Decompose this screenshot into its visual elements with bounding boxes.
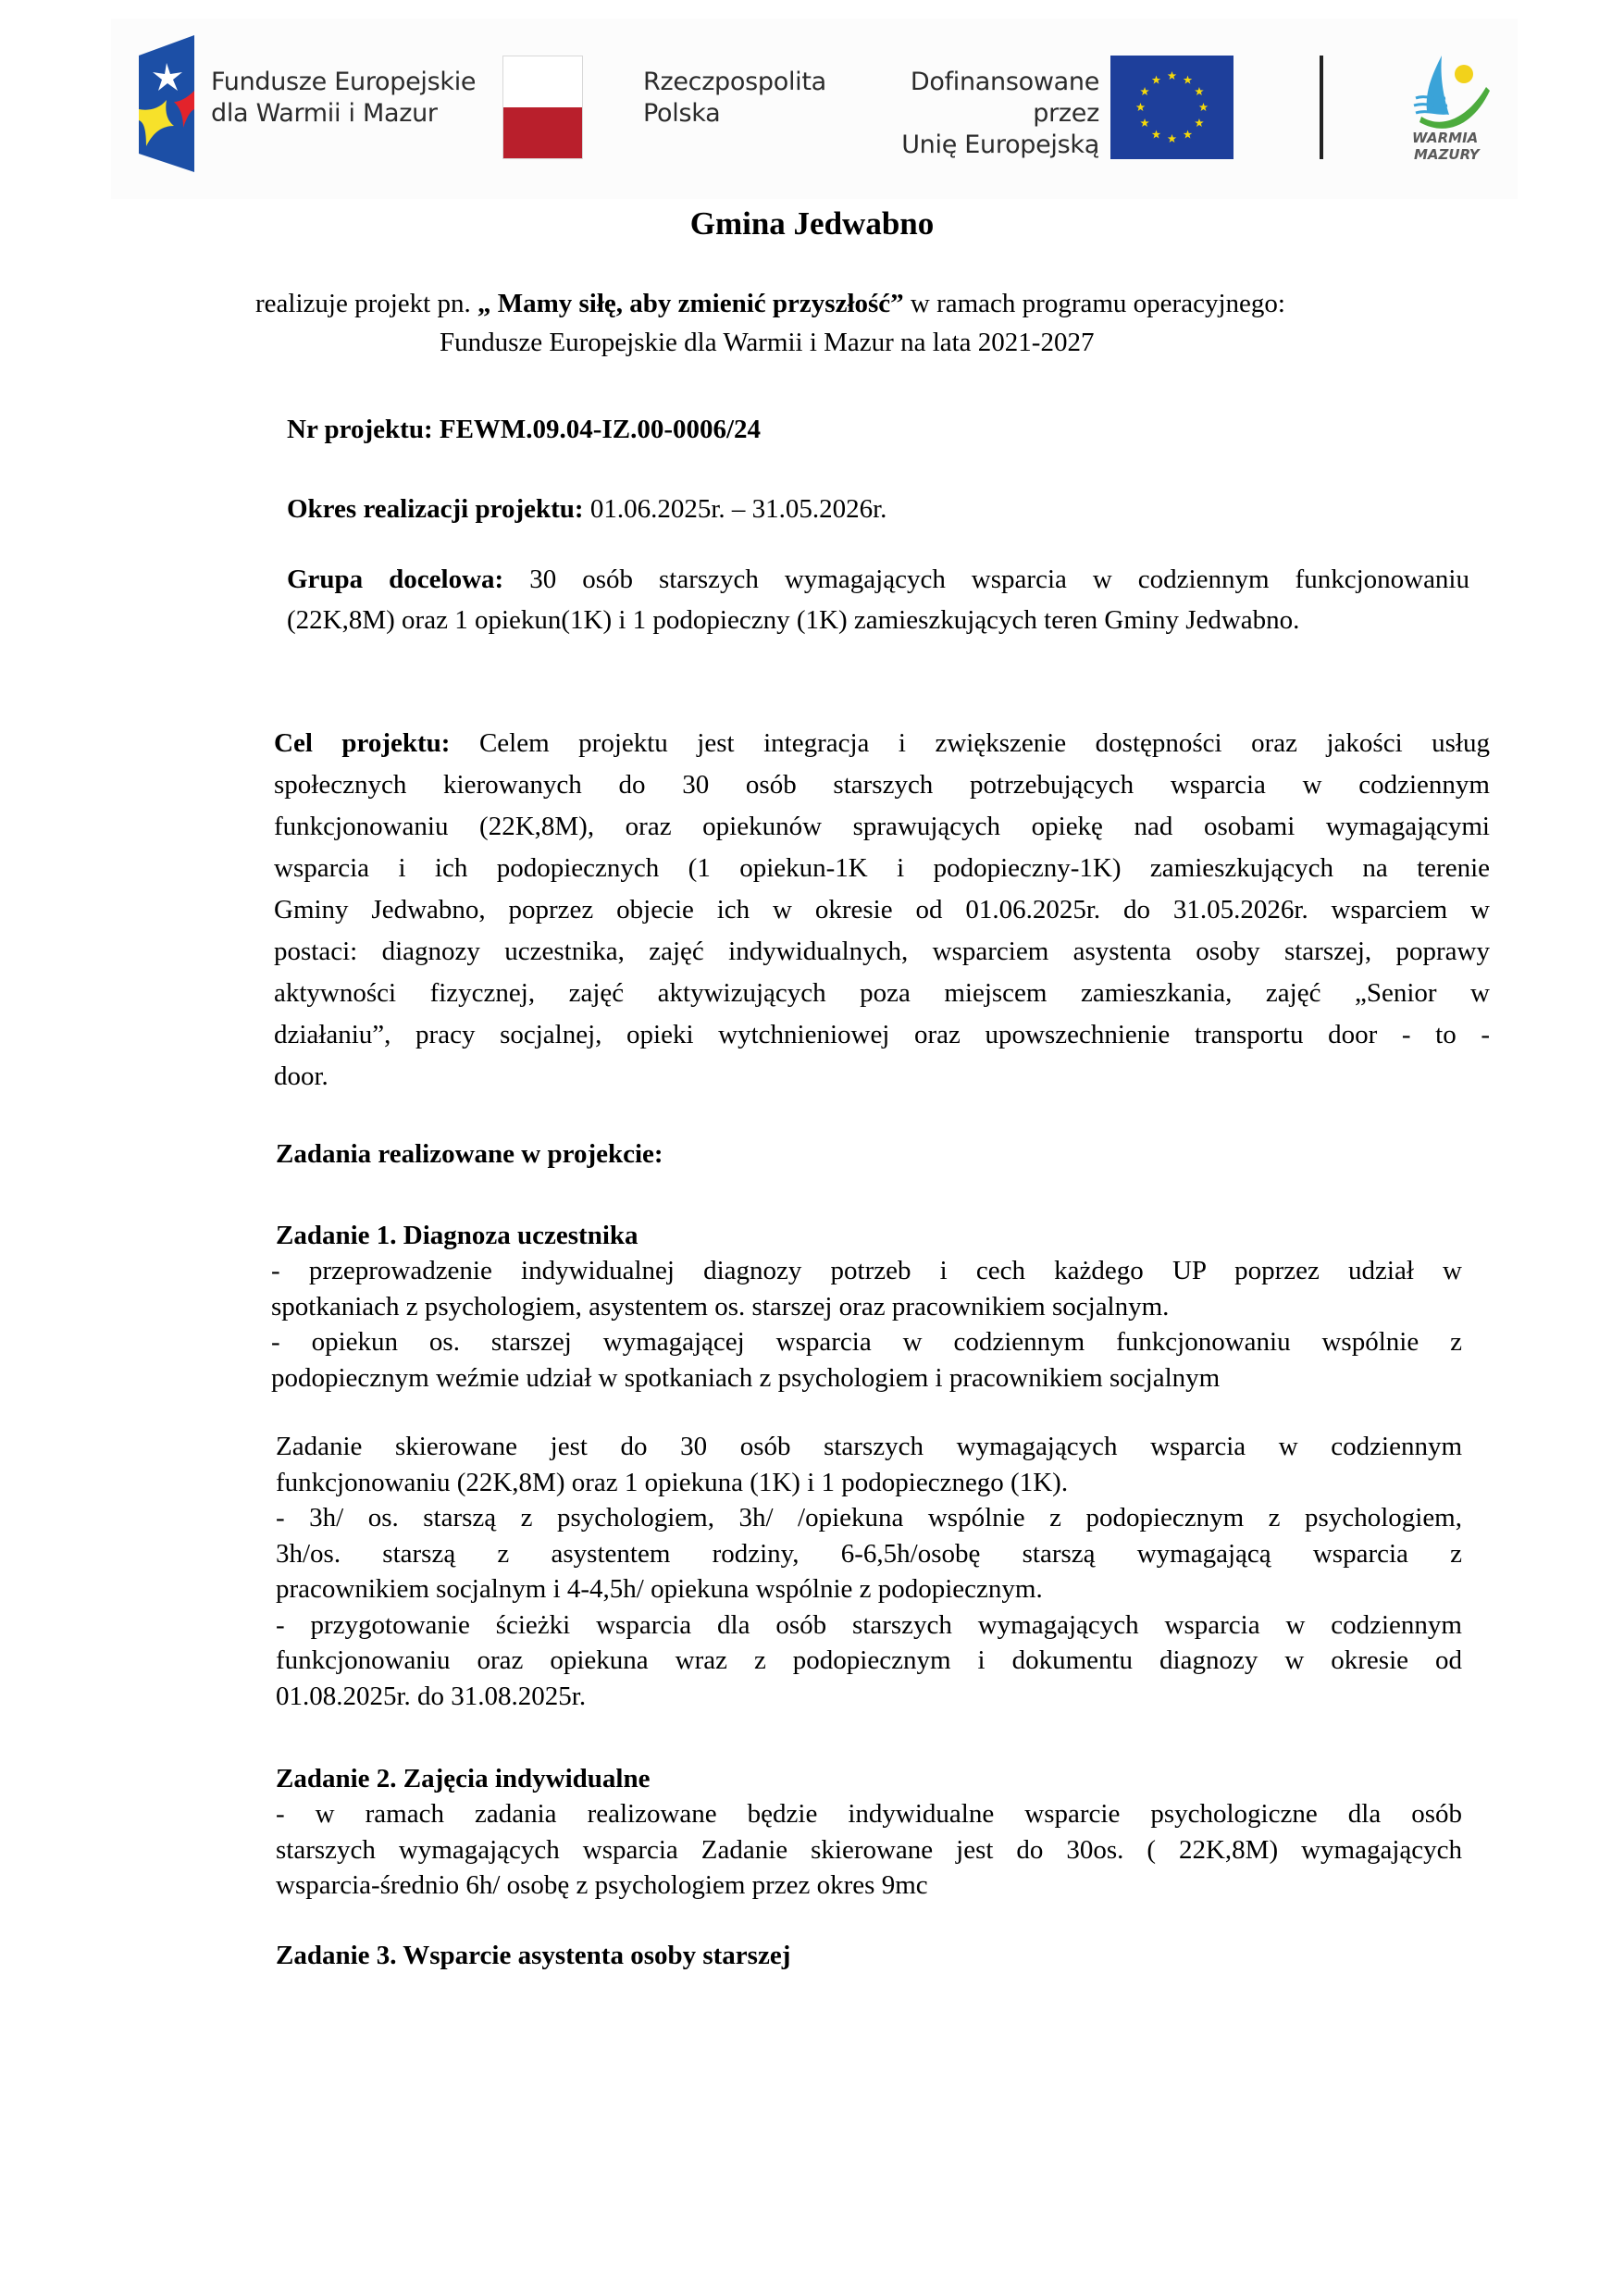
- eu-logo-line1: Dofinansowane przez: [910, 68, 1099, 128]
- rp-logo-line1: Rzeczpospolita: [643, 68, 826, 96]
- task3-heading: Zadanie 3. Wsparcie asystenta osoby starszej: [276, 1941, 791, 1970]
- wm-logo-line2: MAZURY: [1414, 146, 1480, 163]
- goal-line: wsparcia i ich podopiecznych (1 opiekun-1K i podopieczny-1K) zamieszkujących na terenie: [274, 853, 1490, 883]
- target-group-line1: [287, 563, 1469, 596]
- task1-line2: 01.08.2025r. do 31.08.2025r.: [276, 1681, 587, 1711]
- task1-line2: - przygotowanie ścieżki wsparcia dla osób starszych wymagających wsparcia w codziennym: [276, 1609, 1462, 1640]
- target-group-line2: (22K,8M) oraz 1 opiekun(1K) i 1 podopieczny (1K) zamieszkujących teren Gminy Jedwabno.: [287, 605, 1300, 635]
- intro-line2: Fundusze Europejskie dla Warmii i Mazur na lata 2021-2027: [440, 328, 1095, 357]
- goal-line: [274, 726, 1490, 760]
- task1-heading: Zadanie 1. Diagnoza uczestnika: [276, 1221, 638, 1250]
- task1-line: - przeprowadzenie indywidualnej diagnozy potrzeb i cech każdego UP poprzez udział w: [271, 1256, 1462, 1285]
- warmia-mazury-logo-icon: [1397, 54, 1499, 163]
- intro-line1: [255, 287, 1285, 320]
- eu-flag-icon: [1110, 56, 1233, 159]
- period-label: Okres realizacji projektu:: [287, 494, 590, 524]
- goal-line: door.: [274, 1061, 329, 1091]
- project-period: [287, 492, 886, 526]
- task1-line2: pracownikiem socjalnym i 4-4,5h/ opiekuna wspólnie z podopiecznym.: [276, 1574, 1043, 1604]
- goal-line: aktywności fizycznej, zajęć aktywizujących poza miejscem zamieszkania, zajęć „Senior w: [274, 978, 1490, 1008]
- task1-line2: 3h/os. starszą z asystentem rodziny, 6-6,5h/osobę starszą wymagającą wsparcia z: [276, 1538, 1462, 1569]
- goal-line: społecznych kierowanych do 30 osób starszych potrzebujących wsparcia w codziennym: [274, 770, 1490, 800]
- rp-logo-line2: Polska: [643, 99, 721, 128]
- task1-line2: funkcjonowaniu oraz opiekuna wraz z podopiecznym i dokumentu diagnozy w okresie od: [276, 1645, 1462, 1675]
- rp-logo-text: [643, 67, 826, 130]
- intro-prefix: realizuje projekt pn.: [255, 289, 477, 318]
- goal-line: funkcjonowaniu (22K,8M), oraz opiekunów sprawujących opiekę nad osobami wymagającymi: [274, 812, 1490, 841]
- project-number-label: Nr projektu:: [287, 415, 440, 444]
- task1-line: - opiekun os. starszej wymagającej wsparcia w codziennym funkcjonowaniu wspólnie z: [271, 1327, 1462, 1357]
- project-number-value: FEWM.09.04-IZ.00-0006/24: [439, 415, 762, 444]
- task1-line: spotkaniach z psychologiem, asystentem os. starszej oraz pracownikiem socjalnym.: [271, 1291, 1170, 1322]
- task1-line2: - 3h/ os. starszą z psychologiem, 3h/ /opiekuna wspólnie z podopiecznym z psychologiem,: [276, 1503, 1462, 1533]
- project-name: „ Mamy siłę, aby zmienić przyszłość”: [477, 289, 904, 318]
- task2-line: wsparcia-średnio 6h/ osobę z psychologiem przez okres 9mc: [276, 1870, 928, 1900]
- fe-logo-line2: dla Warmii i Mazur: [211, 99, 438, 128]
- goal-line-text: Celem projektu jest integracja i zwiększenie dostępności oraz jakości usług: [450, 728, 1490, 758]
- wm-logo-line1: WARMIA: [1412, 130, 1479, 146]
- tasks-heading: Zadania realizowane w projekcie:: [276, 1139, 663, 1169]
- intro-suffix: w ramach programu operacyjnego:: [903, 289, 1285, 318]
- period-value: 01.06.2025r. – 31.05.2026r.: [589, 494, 887, 524]
- polish-flag-icon: [502, 56, 583, 159]
- task1-line2: funkcjonowaniu (22K,8M) oraz 1 opiekuna (1K) i 1 podopiecznego (1K).: [276, 1467, 1069, 1497]
- fundusze-europejskie-logo-icon: [139, 35, 194, 172]
- fe-logo-text: [211, 67, 476, 130]
- target-group-label: Grupa docelowa:: [287, 565, 504, 594]
- task1-line: podopiecznym weźmie udział w spotkaniach z psychologiem i pracownikiem socjalnym: [271, 1362, 1221, 1393]
- eu-logo-line2: Unię Europejską: [901, 130, 1099, 159]
- eu-logo-text: [861, 67, 1099, 161]
- goal-line: Gminy Jedwabno, poprzez objecie ich w okresie od 01.06.2025r. do 31.05.2026r. wsparciem w: [274, 895, 1490, 925]
- goal-line-label: Cel projektu:: [274, 728, 451, 758]
- task1-line2: Zadanie skierowane jest do 30 osób starszych wymagających wsparcia w codziennym: [276, 1432, 1462, 1461]
- goal-line: postaci: diagnozy uczestnika, zajęć indywidualnych, wsparciem asystenta osoby starszej, poprawy: [274, 937, 1490, 966]
- project-number: [287, 413, 761, 446]
- task2-line: starszych wymagających wsparcia Zadanie skierowane jest do 30os. ( 22K,8M) wymagających: [276, 1834, 1462, 1865]
- task2-line: - w ramach zadania realizowane będzie indywidualne wsparcie psychologiczne dla osób: [276, 1799, 1462, 1829]
- task2-heading: Zadanie 2. Zajęcia indywidualne: [276, 1764, 651, 1793]
- target-group-text1: 30 osób starszych wymagających wsparcia w codziennym funkcjonowaniu: [503, 565, 1469, 594]
- fe-logo-line1: Fundusze Europejskie: [211, 68, 477, 96]
- logo-divider: [1320, 56, 1323, 159]
- page-title: Gmina Jedwabno: [689, 205, 935, 242]
- goal-line: działaniu”, pracy socjalnej, opieki wytchnieniowej oraz upowszechnienie transportu door - to -: [274, 1020, 1490, 1049]
